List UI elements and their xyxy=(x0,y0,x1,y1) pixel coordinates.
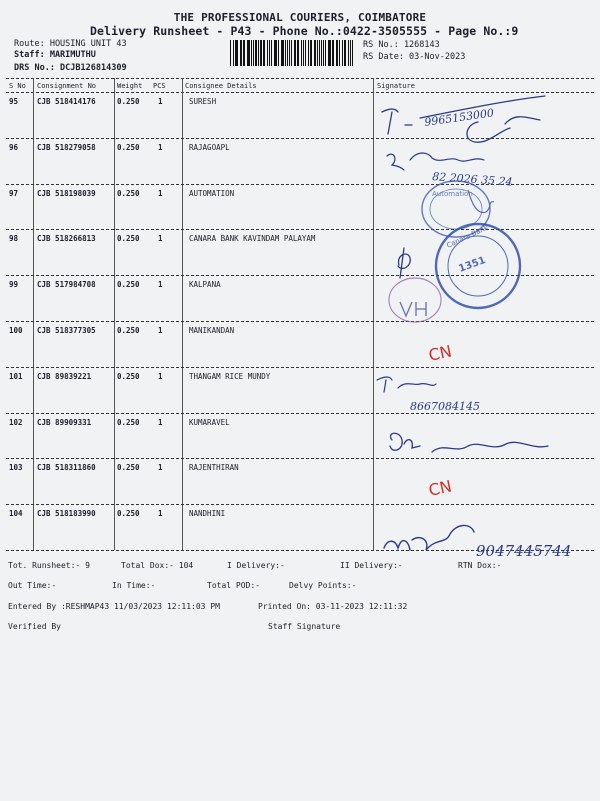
signature-thangam xyxy=(377,377,436,392)
barcode-bar xyxy=(352,40,353,66)
barcode-bar xyxy=(339,40,340,66)
purple-stamp xyxy=(389,278,441,322)
barcode-bar xyxy=(328,40,329,66)
return-dox: RTN Dox:- xyxy=(458,561,502,570)
company-title: THE PROFESSIONAL COURIERS, COIMBATORE xyxy=(173,11,427,24)
staff-signature: Staff Signature xyxy=(268,622,341,631)
row-consignee: THANGAM RICE MUNDY xyxy=(189,371,271,381)
row-pcs: 1 xyxy=(158,326,163,335)
row-consignment-no: CJB 89839221 xyxy=(37,371,92,381)
row-consignee: RAJAGOAPL xyxy=(189,142,230,152)
row-weight: 0.250 xyxy=(117,463,140,473)
column-divider xyxy=(33,78,34,550)
barcode-bar xyxy=(305,40,306,66)
barcode-bar xyxy=(260,40,261,66)
in-time: In Time:- xyxy=(112,581,156,590)
barcode-bar xyxy=(271,40,272,66)
row-weight: 0.250 xyxy=(117,188,140,198)
barcode-bar xyxy=(255,40,257,66)
row-consignee: NANDHINI xyxy=(189,509,226,519)
table-top-rule xyxy=(6,78,594,79)
barcode-bar xyxy=(303,40,304,66)
delivery-points: Delvy Points:- xyxy=(289,581,357,590)
row-weight: 0.250 xyxy=(117,234,140,244)
row-consignment-no: CJB 518377305 xyxy=(37,326,96,335)
row-consignee: RAJENTHIRAN xyxy=(189,463,239,473)
bank-stamp xyxy=(436,223,520,308)
row-consignment-no: CJB 518414176 xyxy=(37,97,96,106)
barcode-bar xyxy=(294,40,296,66)
barcode-bar xyxy=(325,40,326,66)
row-pcs: 1 xyxy=(158,97,163,106)
out-time: Out Time:- xyxy=(8,581,57,590)
barcode-bar xyxy=(311,40,312,66)
signature-canara xyxy=(398,248,410,278)
row-sno: 104 xyxy=(9,509,23,519)
barcode-bar xyxy=(251,40,252,66)
row-pcs: 1 xyxy=(158,188,163,198)
column-header-pcs: PCS xyxy=(153,82,166,90)
barcode-bar xyxy=(282,40,283,66)
row-sno: 101 xyxy=(9,371,23,381)
stamp-text: Canara Bank xyxy=(445,223,490,250)
row-pcs: 1 xyxy=(158,234,163,244)
barcode-bar xyxy=(244,40,245,66)
row-divider xyxy=(6,138,594,139)
column-header-weight: Weight xyxy=(117,82,143,90)
column-header-sno: S No xyxy=(9,82,26,90)
signature-rajagopal xyxy=(387,153,484,170)
row-consignment-no: CJB 518279058 xyxy=(37,142,96,152)
row-consignee: MANIKANDAN xyxy=(189,326,235,335)
phone-handwriting: 9965153000 xyxy=(423,106,495,129)
barcode-bar xyxy=(233,40,234,66)
route-label: Route: HOUSING UNIT 43 xyxy=(14,39,127,49)
row-consignment-no: CJB 518266813 xyxy=(37,234,96,244)
row-consignment-no: CJB 517984708 xyxy=(37,280,96,290)
signature-nandhini xyxy=(384,525,474,550)
row-pcs: 1 xyxy=(158,280,163,290)
barcode-bar xyxy=(269,40,270,66)
barcode-bar xyxy=(350,40,351,66)
row-pcs: 1 xyxy=(158,142,163,152)
barcode-bar xyxy=(243,40,244,66)
row-consignee: KUMARAVEL xyxy=(189,417,230,427)
row-divider xyxy=(6,275,594,276)
column-header-signature: Signature xyxy=(377,82,415,90)
runsheet-subtitle: Delivery Runsheet - P43 - Phone No.:0422-3505555 - Page No.:9 xyxy=(90,24,519,38)
barcode-bar xyxy=(236,40,237,66)
row-sno: 98 xyxy=(9,234,19,244)
barcode-bar xyxy=(248,40,249,66)
row-consignee: CANARA BANK KAVINDAM PALAYAM xyxy=(189,234,316,244)
row-divider xyxy=(6,184,594,185)
barcode-bar xyxy=(344,40,345,66)
row-consignment-no: CJB 518198039 xyxy=(37,188,96,198)
barcode-bar xyxy=(240,40,242,66)
row-sno: 102 xyxy=(9,417,23,427)
drs-number: DRS No.: DCJB126814309 xyxy=(14,63,127,73)
row-weight: 0.250 xyxy=(117,326,140,335)
barcode-bar xyxy=(329,40,330,66)
barcode-bar xyxy=(274,40,275,66)
barcode-bar xyxy=(267,40,268,66)
cn-mark: CN xyxy=(426,476,454,500)
phone-handwriting: 9047445744 xyxy=(476,542,572,560)
row-sno: 103 xyxy=(9,463,23,473)
rs-number: RS No.: 1268143 xyxy=(363,40,440,50)
row-divider xyxy=(6,458,594,459)
row-consignment-no: CJB 89909331 xyxy=(37,417,92,427)
barcode-bar xyxy=(319,40,320,66)
row-pcs: 1 xyxy=(158,371,163,381)
phone-handwriting: 82 2026 35 24 xyxy=(431,170,513,189)
barcode-bar xyxy=(263,40,264,66)
row-sno: 95 xyxy=(9,97,19,106)
barcode-bar xyxy=(298,40,299,66)
row-weight: 0.250 xyxy=(117,417,140,427)
barcode-bar xyxy=(297,40,298,66)
signature-suresh xyxy=(382,96,545,142)
barcode-bar xyxy=(348,40,349,66)
total-runsheet: Tot. Runsheet:- 9 xyxy=(8,561,90,570)
row-consignment-no: CJB 518311860 xyxy=(37,463,96,473)
barcode-bar xyxy=(337,40,338,66)
barcode-bar xyxy=(323,40,324,66)
barcode-bar xyxy=(332,40,334,66)
column-divider xyxy=(373,78,374,550)
barcode-bar xyxy=(321,40,322,66)
row-sno: 96 xyxy=(9,142,19,152)
total-dox: Total Dox:- 104 xyxy=(121,561,194,570)
row-consignment-no: CJB 518183990 xyxy=(37,509,96,519)
cn-mark: CN xyxy=(426,341,454,365)
barcode-bar xyxy=(281,40,282,66)
barcode-bar xyxy=(308,40,309,66)
signature-kumaravel xyxy=(390,433,548,452)
row-consignee: AUTOMATION xyxy=(189,188,235,198)
barcode-bar xyxy=(235,40,236,66)
column-divider xyxy=(182,78,183,550)
column-header-consignee: Consignee Details xyxy=(185,82,257,90)
row-sno: 99 xyxy=(9,280,19,290)
row-consignee: KALPANA xyxy=(189,280,221,290)
row-weight: 0.250 xyxy=(117,509,140,519)
barcode-bar xyxy=(314,40,316,66)
barcode-bar xyxy=(342,40,343,66)
barcode-bar xyxy=(291,40,292,66)
row-divider xyxy=(6,367,594,368)
column-header-consignment: Consignment No xyxy=(37,82,97,90)
row-weight: 0.250 xyxy=(117,97,140,106)
barcode-bar xyxy=(317,40,318,66)
phone-handwriting: 8667084145 xyxy=(410,400,480,413)
barcode-bar xyxy=(301,40,302,66)
row-weight: 0.250 xyxy=(117,280,140,290)
rs-date: RS Date: 03-Nov-2023 xyxy=(363,52,466,62)
column-divider xyxy=(114,78,115,550)
first-delivery: I Delivery:- xyxy=(227,561,285,570)
runsheet-barcode xyxy=(230,40,355,66)
row-weight: 0.250 xyxy=(117,142,140,152)
table-header-rule xyxy=(6,92,594,93)
barcode-bar xyxy=(287,40,288,66)
row-divider xyxy=(6,550,594,551)
stamp-text: Automation xyxy=(432,190,473,198)
row-divider xyxy=(6,504,594,505)
row-consignee: SURESH xyxy=(189,97,217,106)
total-pod: Total POD:- xyxy=(207,581,260,590)
barcode-bar xyxy=(264,40,265,66)
barcode-bar xyxy=(253,40,254,66)
row-divider xyxy=(6,229,594,230)
stamp-code: 1351 xyxy=(457,254,488,275)
barcode-bar xyxy=(345,40,346,66)
barcode-bar xyxy=(336,40,337,66)
barcode-bar xyxy=(278,40,279,66)
row-divider xyxy=(6,413,594,414)
barcode-bar xyxy=(230,40,231,66)
row-sno: 97 xyxy=(9,188,19,198)
row-weight: 0.250 xyxy=(117,371,140,381)
row-sno: 100 xyxy=(9,326,23,335)
staff-label: Staff: MARIMUTHU xyxy=(14,50,96,60)
row-pcs: 1 xyxy=(158,417,163,427)
barcode-bar xyxy=(258,40,259,66)
printed-on: Printed On: 03-11-2023 12:11:32 xyxy=(258,602,408,611)
entered-by: Entered By :RESHMAP43 11/03/2023 12:11:03 PM xyxy=(8,602,220,611)
row-pcs: 1 xyxy=(158,463,163,473)
row-pcs: 1 xyxy=(158,509,163,519)
barcode-bar xyxy=(275,40,277,66)
row-divider xyxy=(6,321,594,322)
barcode-bar xyxy=(310,40,311,66)
barcode-bar xyxy=(289,40,290,66)
barcode-bar xyxy=(285,40,286,66)
barcode-bar xyxy=(247,40,248,66)
second-delivery: II Delivery:- xyxy=(340,561,403,570)
verified-by: Verified By xyxy=(8,622,61,631)
